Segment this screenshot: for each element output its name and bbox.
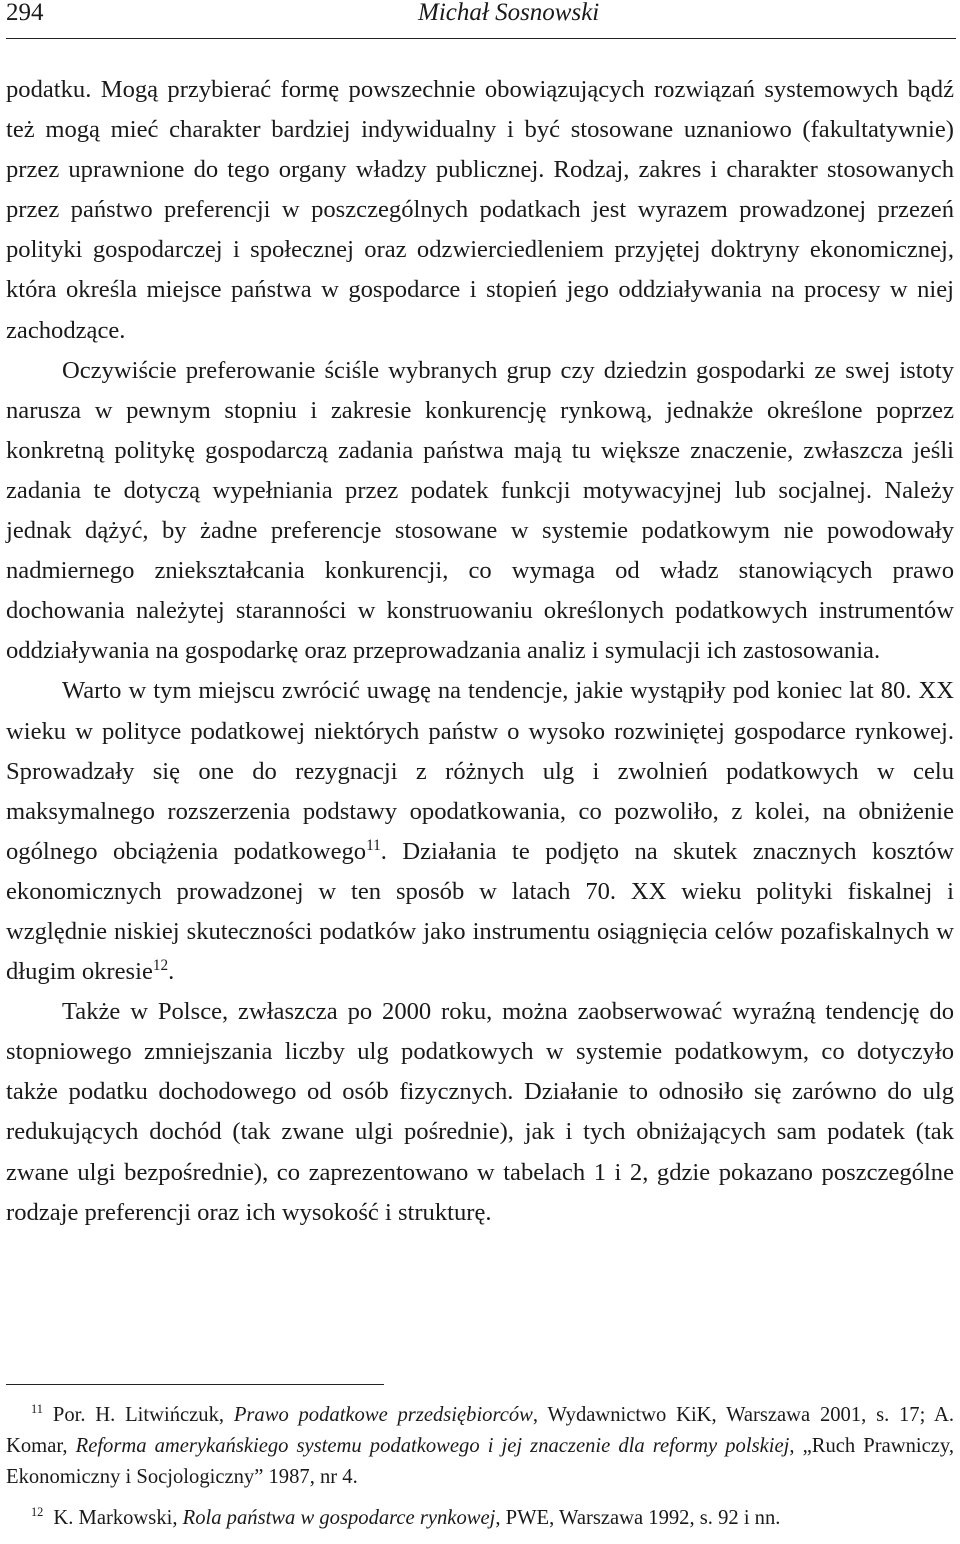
footnote-ref-12[interactable]: 12 (152, 956, 169, 974)
footnote-12-title: Rola państwa w gospodarce rynkowej (182, 1507, 496, 1529)
body-text (6, 70, 954, 1233)
running-head-author: Michał Sosnowski (418, 0, 600, 26)
footnotes (6, 1400, 954, 1544)
paragraph-1: podatku. Mogą przybierać formę powszechnie obowiązujących rozwiązań systemowych bądź też mogą mieć charakter bardziej indywidualny i być stosowane uznaniowo (fakultatywnie) przez uprawnione do tego organy władzy publicznej. Rodzaj, zakres i charakter stosowanych przez państwo preferencji w poszczególnych podatkach jest wyrazem prowadzonej przezeń polityki gospodarczej i społecznej oraz odzwierciedleniem przyjętej doktryny ekonomicznej, która określa miejsce państwa w gospodarce i stopień jego oddziaływania na procesy w niej zachodzące. (6, 76, 954, 344)
footnote-number-12: 12 (31, 1505, 44, 1520)
footnote-11-text-a: Por. H. Litwińczuk, (52, 1404, 234, 1426)
page-number: 294 (6, 0, 44, 26)
footnote-ref-11[interactable]: 11 (366, 836, 381, 854)
footnote-11-title-1: Prawo podatkowe przedsiębiorców (233, 1404, 533, 1426)
footnote-11 (6, 1400, 954, 1493)
footnote-12 (6, 1503, 954, 1534)
paragraph-2: Oczywiście preferowanie ściśle wybranych grup czy dziedzin gospodarki ze swej istoty narusza w pewnym stopniu i zakresie konkurencję rynkową, jednakże określone poprzez konkretną politykę gospodarczą zadania państwa mają tu większe znaczenie, zwłaszcza jeśli zadania te dotyczą wypełniania przez podatek funkcji motywacyjnej lub socjalnej. Należy jednak dążyć, by żadne preferencje stosowane w systemie podatkowym nie powodowały nadmiernego zniekształcania konkurencji, co wymaga od władz stanowiących prawo dochowania należytej staranności w konstruowaniu określonych podatkowych instrumentów oddziaływania na gospodarkę oraz przeprowadzania analiz i symulacji ich zastosowania. (6, 356, 954, 665)
paragraph-4: Także w Polsce, zwłaszcza po 2000 roku, można zaobserwować wyraźną tendencję do stopniowego zmniejszania liczby ulg podatkowych w systemie podatkowym, co dotyczyło także podatku dochodowego od osób fizycznych. Działanie to odnosiło się zarówno do ulg redukujących dochód (tak zwane ulgi pośrednie), jak i tych obniżających sam podatek (tak zwane ulgi bezpośrednie), co zaprezentowano w tabelach 1 i 2, gdzie pokazano poszczególne rodzaje preferencji oraz ich wysokość i strukturę. (6, 998, 954, 1226)
footnote-11-title-2: Reforma amerykańskiego systemu podatkowego i jej znaczenie dla reformy polskiej (75, 1435, 790, 1457)
footnote-12-text-c: , PWE, Warszawa 1992, s. 92 i nn. (495, 1507, 781, 1529)
footnote-number-11: 11 (31, 1402, 43, 1417)
page-header (6, 0, 956, 39)
footnote-separator (6, 1384, 384, 1385)
footnote-11-text-e: , „Ruch Prawniczy, Ekonomiczny i Socjologiczny” 1987, nr 4. (6, 1435, 954, 1488)
footnote-12-text-a: K. Markowski, (53, 1507, 183, 1529)
footnote-11-text-c: , Wydawnictwo KiK, Warszawa 2001, s. 17; A. Komar, (6, 1404, 954, 1457)
paragraph-3 (6, 671, 954, 992)
paragraph-3-text-a: Warto w tym miejscu zwrócić uwagę na tendencje, jakie wystąpiły pod koniec lat 80. XX wieku w polityce podatkowej niektórych państw o wysoko rozwiniętej gospodarce rynkowej. Sprowadzały się one do rezygnacji z różnych ulg i zwolnień podatkowych w celu maksymalnego rozszerzenia podstawy opodatkowania, co pozwoliło, z kolei, na obniżenie ogólnego obciążenia podatkowego (6, 677, 954, 865)
paragraph-3-text-b: . Działania te podjęto na skutek znacznych kosztów ekonomicznych prowadzonej w ten sposób w latach 70. XX wieku polityki fiskalnej i względnie niskiej skuteczności podatków jako instrumentu osiągnięcia celów pozafiskalnych w długim okresie (6, 837, 954, 986)
paragraph-3-text-c: . (168, 958, 175, 986)
